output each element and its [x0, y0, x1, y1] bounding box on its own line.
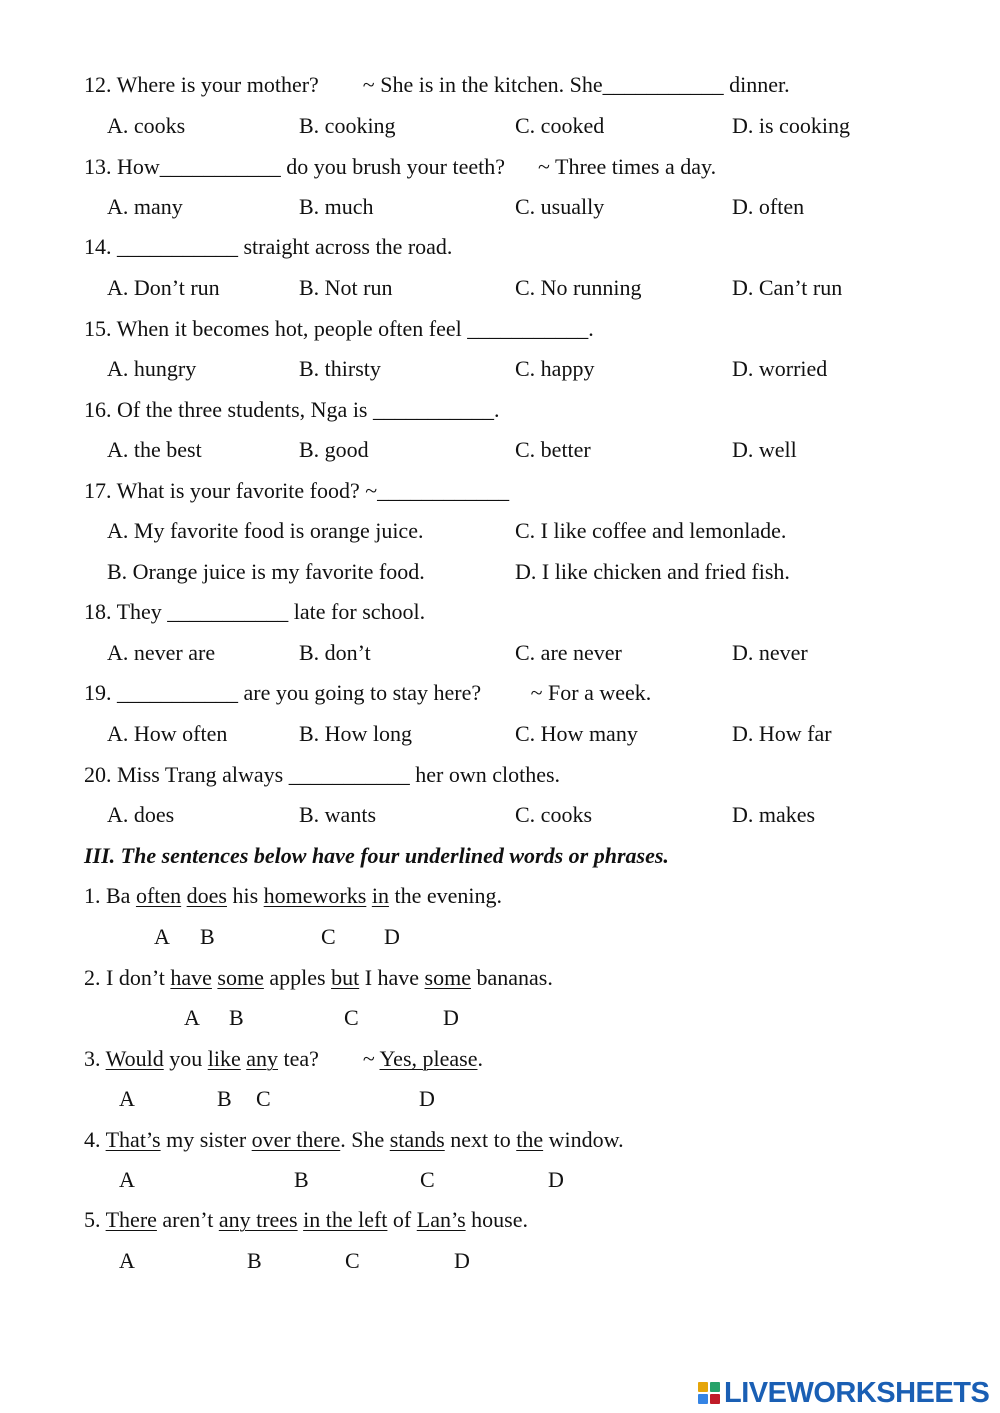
logo-wordmark: LIVEWORKSHEETS — [724, 1376, 990, 1409]
section-3-heading: III. The sentences below have four underlined words or phrases. — [84, 843, 669, 868]
error-sentence-1 — [84, 883, 502, 909]
logo-square — [710, 1382, 720, 1392]
q20-option-a[interactable]: A. does — [107, 802, 175, 827]
sentence-text: aren’t — [156, 1207, 219, 1232]
s4-letter-b: B — [294, 1167, 309, 1192]
q16-option-a[interactable]: A. the best — [107, 437, 202, 462]
q20-option-d[interactable]: D. makes — [732, 802, 816, 827]
underlined-part-b[interactable]: like — [207, 1046, 241, 1071]
q19-option-d[interactable]: D. How far — [732, 721, 832, 746]
q18-option-a[interactable]: A. never are — [107, 640, 216, 665]
s3-letter-c: C — [256, 1086, 271, 1111]
sentence-text: his — [226, 883, 264, 908]
sentence-text: of — [387, 1207, 417, 1232]
q19-option-c[interactable]: C. How many — [515, 721, 638, 746]
s3-letter-d: D — [419, 1086, 435, 1111]
error-sentence-5 — [84, 1207, 528, 1233]
sentence-text: 5. — [84, 1207, 106, 1232]
s4-letter-d: D — [548, 1167, 564, 1192]
s1-letter-c: C — [321, 924, 336, 949]
q15-option-c[interactable]: C. happy — [515, 356, 595, 381]
sentence-text: my sister — [160, 1127, 252, 1152]
q20-option-c[interactable]: C. cooks — [515, 802, 592, 827]
question-17-stem: 17. What is your favorite food? ~____________ — [84, 478, 510, 503]
s2-letter-c: C — [344, 1005, 359, 1030]
question-13-stem: 13. How___________ do you brush your teeth? ~ Three times a day. — [84, 154, 717, 179]
s3-letter-b: B — [217, 1086, 232, 1111]
s4-letter-a: A — [119, 1167, 135, 1192]
q13-option-a[interactable]: A. many — [107, 194, 183, 219]
q15-option-a[interactable]: A. hungry — [107, 356, 197, 381]
q19-option-a[interactable]: A. How often — [107, 721, 228, 746]
q14-option-b[interactable]: B. Not run — [299, 275, 393, 300]
sentence-text: you — [163, 1046, 208, 1071]
logo-grid-icon — [698, 1382, 720, 1404]
underlined-part-d[interactable]: Yes, please — [379, 1046, 478, 1071]
q14-option-a[interactable]: A. Don’t run — [107, 275, 220, 300]
underlined-part-a[interactable]: often — [135, 883, 182, 908]
sentence-text: window. — [543, 1127, 624, 1152]
logo-square — [698, 1382, 708, 1392]
underlined-part-b[interactable]: over there — [251, 1127, 341, 1152]
q12-option-a[interactable]: A. cooks — [107, 113, 186, 138]
q12-option-c[interactable]: C. cooked — [515, 113, 605, 138]
logo-square — [698, 1394, 708, 1404]
underlined-part-b[interactable]: some — [217, 965, 264, 990]
underlined-part-d[interactable]: the — [516, 1127, 544, 1152]
underlined-part-c[interactable]: any — [246, 1046, 278, 1071]
question-12-stem: 12. Where is your mother? ~ She is in the kitchen. She___________ dinner. — [84, 72, 790, 97]
sentence-text: I have — [359, 965, 425, 990]
underlined-part-d[interactable]: some — [424, 965, 471, 990]
underlined-part-c[interactable]: but — [331, 965, 360, 990]
q15-option-d[interactable]: D. worried — [732, 356, 828, 381]
q13-option-d[interactable]: D. often — [732, 194, 805, 219]
underlined-part-b[interactable]: any trees — [218, 1207, 298, 1232]
q17-option-a[interactable]: A. My favorite food is orange juice. — [107, 518, 424, 543]
q20-option-b[interactable]: B. wants — [299, 802, 376, 827]
s5-letter-d: D — [454, 1248, 470, 1273]
question-16-stem: 16. Of the three students, Nga is ___________. — [84, 397, 500, 422]
sentence-text: . — [477, 1046, 483, 1071]
s1-letter-b: B — [200, 924, 215, 949]
sentence-text: apples — [263, 965, 332, 990]
q18-option-c[interactable]: C. are never — [515, 640, 622, 665]
question-15-stem: 15. When it becomes hot, people often feel ___________. — [84, 316, 594, 341]
s3-letter-a: A — [119, 1086, 135, 1111]
s5-letter-a: A — [119, 1248, 135, 1273]
underlined-part-a[interactable]: Would — [105, 1046, 164, 1071]
underlined-part-d[interactable]: in — [371, 883, 389, 908]
underlined-part-d[interactable]: Lan’s — [416, 1207, 466, 1232]
error-sentence-3 — [84, 1046, 483, 1072]
question-14-stem: 14. ___________ straight across the road. — [84, 234, 453, 259]
s2-letter-b: B — [229, 1005, 244, 1030]
sentence-text: next to — [444, 1127, 517, 1152]
question-19-stem: 19. ___________ are you going to stay here? ~ For a week. — [84, 680, 652, 705]
question-20-stem: 20. Miss Trang always ___________ her own clothes. — [84, 762, 561, 787]
q12-option-d[interactable]: D. is cooking — [732, 113, 850, 138]
q17-option-c[interactable]: C. I like coffee and lemonlade. — [515, 518, 787, 543]
s5-letter-b: B — [247, 1248, 262, 1273]
sentence-text: house. — [465, 1207, 528, 1232]
s2-letter-d: D — [443, 1005, 459, 1030]
sentence-text: bananas. — [471, 965, 553, 990]
underlined-part-a[interactable]: have — [170, 965, 212, 990]
q16-option-c[interactable]: C. better — [515, 437, 591, 462]
q16-option-b[interactable]: B. good — [299, 437, 369, 462]
q13-option-c[interactable]: C. usually — [515, 194, 605, 219]
underlined-part-a[interactable]: That’s — [105, 1127, 161, 1152]
sentence-text: 3. — [84, 1046, 106, 1071]
q15-option-b[interactable]: B. thirsty — [299, 356, 381, 381]
s1-letter-a: A — [154, 924, 170, 949]
q17-option-b[interactable]: B. Orange juice is my favorite food. — [107, 559, 425, 584]
error-sentence-4 — [84, 1127, 624, 1153]
sentence-text: 4. — [84, 1127, 106, 1152]
liveworksheets-logo[interactable] — [698, 1376, 989, 1410]
sentence-text: . She — [340, 1127, 390, 1152]
q19-option-b[interactable]: B. How long — [299, 721, 413, 746]
sentence-text: 2. I don’t — [84, 965, 171, 990]
s4-letter-c: C — [420, 1167, 435, 1192]
q18-option-d[interactable]: D. never — [732, 640, 808, 665]
q13-option-b[interactable]: B. much — [299, 194, 374, 219]
q14-option-d[interactable]: D. Can’t run — [732, 275, 843, 300]
question-18-stem: 18. They ___________ late for school. — [84, 599, 426, 624]
s1-letter-d: D — [384, 924, 400, 949]
sentence-text: the evening. — [388, 883, 502, 908]
q17-option-d[interactable]: D. I like chicken and fried fish. — [515, 559, 790, 584]
q14-option-c[interactable]: C. No running — [515, 275, 642, 300]
error-sentence-2 — [84, 965, 553, 991]
underlined-part-c[interactable]: stands — [389, 1127, 445, 1152]
sentence-text: 1. Ba — [84, 883, 136, 908]
underlined-part-c[interactable]: in the left — [303, 1207, 388, 1232]
s2-letter-a: A — [184, 1005, 200, 1030]
underlined-part-b[interactable]: does — [186, 883, 227, 908]
underlined-part-c[interactable]: homeworks — [263, 883, 367, 908]
logo-square — [710, 1394, 720, 1404]
q18-option-b[interactable]: B. don’t — [299, 640, 371, 665]
s5-letter-c: C — [345, 1248, 360, 1273]
q12-option-b[interactable]: B. cooking — [299, 113, 396, 138]
q16-option-d[interactable]: D. well — [732, 437, 797, 462]
underlined-part-a[interactable]: There — [105, 1207, 157, 1232]
sentence-text: tea? ~ — [278, 1046, 380, 1071]
